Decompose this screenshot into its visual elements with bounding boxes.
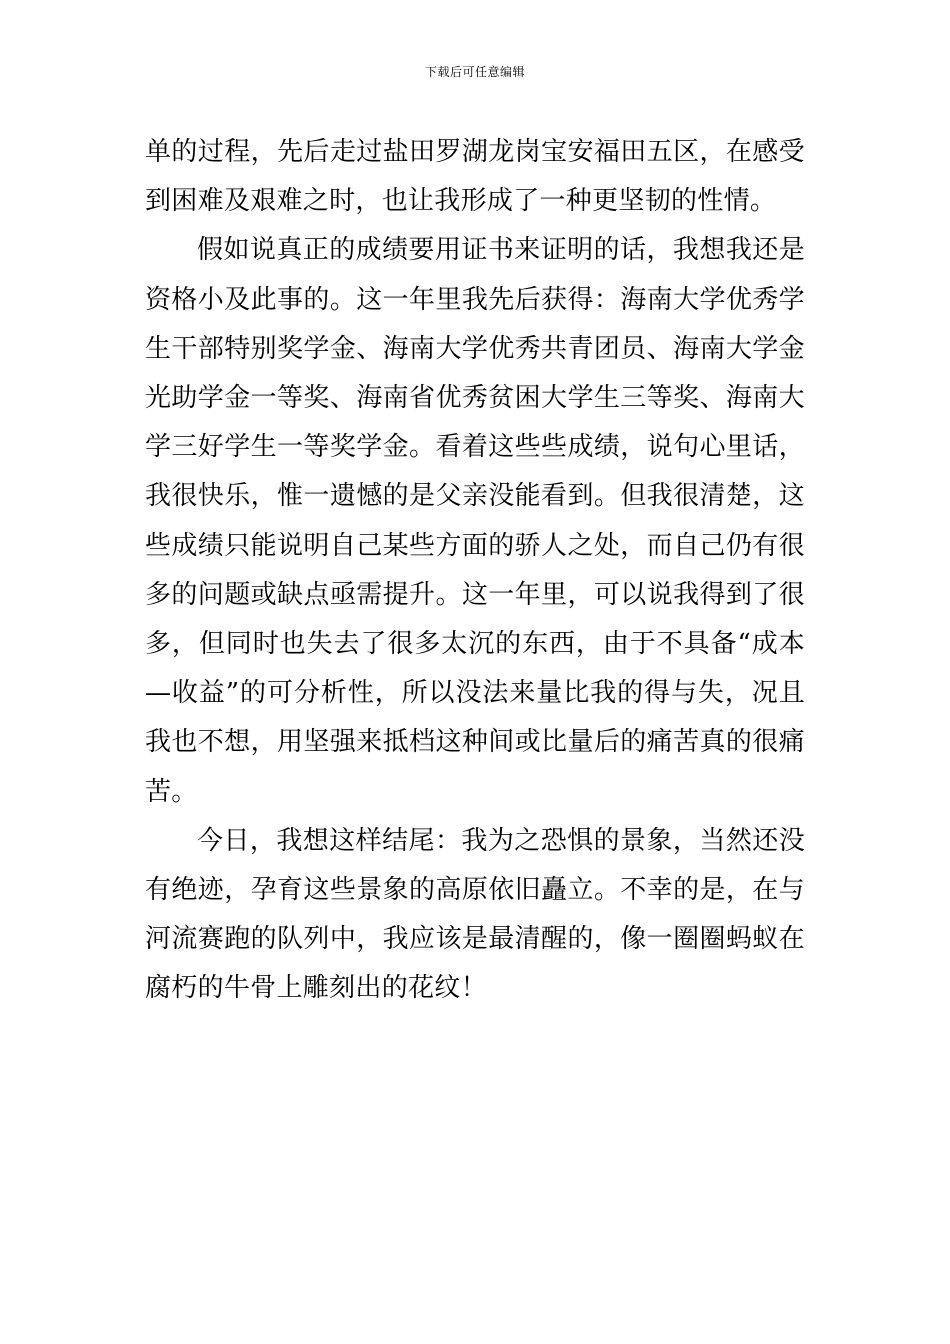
paragraph-1: 单的过程，先后走过盐田罗湖龙岗宝安福田五区，在感受到困难及艰难之时，也让我形成了一种更坚韧的性情。 [145,137,805,217]
paragraph-2: 假如说真正的成绩要用证书来证明的话，我想我还是资格小及此事的。这一年里我先后获得：海南大学优秀学生干部特别奖学金、海南大学优秀共青团员、海南大学金光助学金一等奖、海南省优秀贫困大学生三等奖、海南大学三好学生一等奖学金。看着这些些成绩，说句心里话，我很快乐，惟一遗憾的是父亲没能看到。但我很清楚，这些成绩只能说明自己某些方面的骄人之处，而自己仍有很多的问题或缺点亟需提升。这一年里，可以说我得到了很多，但同时也失去了很多太沉的东西，由于不具备“成本—收益”的可分析性，所以没法来量比我的得与失，况且我也不想，用坚强来抵档这种间或比量后的痛苦真的很痛苦。 [145,235,805,807]
paragraph-3: 今日，我想这样结尾：我为之恐惧的景象，当然还没有绝迹，孕育这些景象的高原依旧矗立。不幸的是，在与河流赛跑的队列中，我应该是最清醒的，像一圈圈蚂蚁在腐朽的牛骨上雕刻出的花纹！ [145,825,805,1004]
page-header: 下载后可任意编辑 [424,65,525,79]
body-text [145,128,805,1014]
